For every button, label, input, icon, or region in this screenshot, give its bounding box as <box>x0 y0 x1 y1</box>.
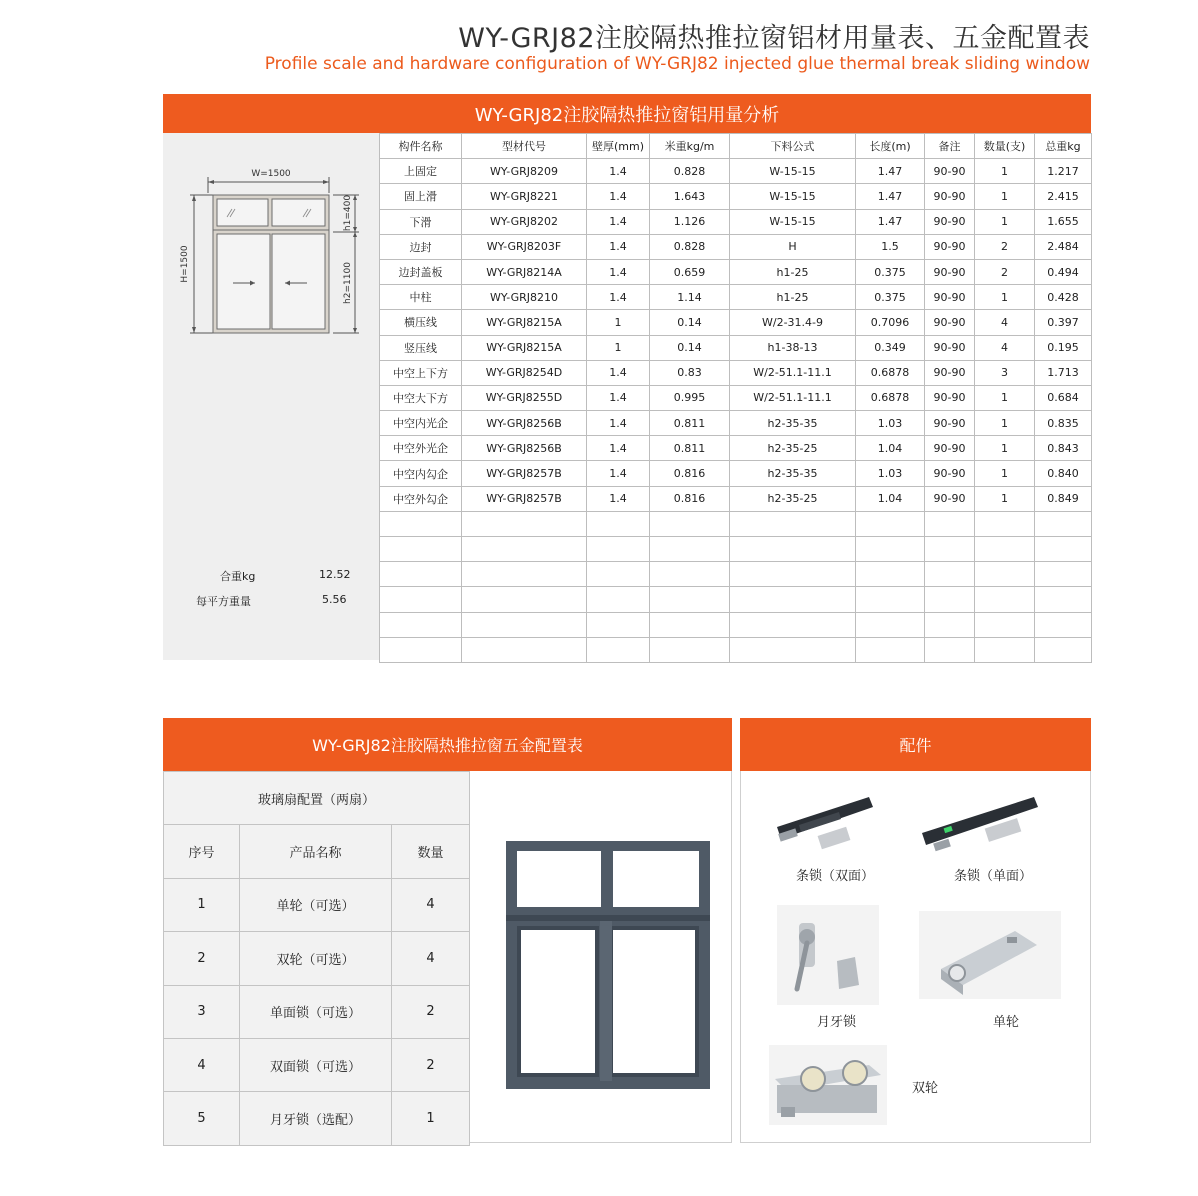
table-cell: WY-GRJ8256B <box>462 411 587 436</box>
table-cell: 0.684 <box>1035 385 1092 410</box>
table-cell <box>1035 612 1092 637</box>
table-cell <box>730 537 856 562</box>
table-cell: 4 <box>392 878 470 931</box>
table-cell <box>856 511 925 536</box>
table-cell: 中空外光企 <box>380 436 462 461</box>
table-row <box>380 612 1092 637</box>
table-cell: 双面锁（可选） <box>240 1038 392 1091</box>
table-cell <box>462 587 587 612</box>
table-cell: WY-GRJ8214A <box>462 259 587 284</box>
part-label-bar-lock-single: 条锁（单面） <box>954 869 1033 884</box>
table-cell <box>380 562 462 587</box>
width-label: W=1500 <box>251 169 291 179</box>
table-cell <box>925 511 975 536</box>
table-cell: 1.47 <box>856 159 925 184</box>
table-cell: 1.217 <box>1035 159 1092 184</box>
profile-diagram-area <box>163 133 380 660</box>
double-wheel-image <box>769 1045 887 1125</box>
table-cell <box>856 612 925 637</box>
table-cell: 90-90 <box>925 335 975 360</box>
table-row <box>380 511 1092 536</box>
table-cell: 0.828 <box>650 159 730 184</box>
table-cell: 0.83 <box>650 360 730 385</box>
table-cell: 0.659 <box>650 259 730 284</box>
table-cell <box>925 537 975 562</box>
weight-per-sqm-value: 5.56 <box>322 593 347 606</box>
table-row <box>380 637 1092 662</box>
table-row <box>164 1038 470 1091</box>
window-photo <box>506 841 710 1089</box>
table-cell: 边封盖板 <box>380 259 462 284</box>
table-cell: 0.494 <box>1035 259 1092 284</box>
total-weight-value: 12.52 <box>319 568 351 581</box>
table-cell: 90-90 <box>925 209 975 234</box>
table-cell: 中柱 <box>380 285 462 310</box>
table-cell <box>730 637 856 662</box>
table-cell: 1 <box>975 285 1035 310</box>
table-cell: 1.04 <box>856 436 925 461</box>
table-cell: 5 <box>164 1092 240 1145</box>
table-cell: 1.4 <box>587 234 650 259</box>
part-label-crescent-lock: 月牙锁 <box>817 1015 857 1030</box>
table-cell: 1 <box>975 411 1035 436</box>
page-title: WY-GRJ82注胶隔热推拉窗铝材用量表、五金配置表 <box>458 23 1090 54</box>
column-header: 序号 <box>164 825 240 878</box>
table-cell: 中空大下方 <box>380 385 462 410</box>
table-cell: WY-GRJ8256B <box>462 436 587 461</box>
table-cell: 0.375 <box>856 285 925 310</box>
column-header: 总重kg <box>1035 134 1092 159</box>
weight-per-sqm-label: 每平方重量 <box>196 595 251 608</box>
table-cell: 1 <box>587 310 650 335</box>
table-cell: 0.7096 <box>856 310 925 335</box>
bar-lock-double-image <box>769 787 879 857</box>
table-cell: 3 <box>164 985 240 1038</box>
table-cell <box>925 587 975 612</box>
table-cell: 4 <box>975 310 1035 335</box>
table-cell: 1.4 <box>587 159 650 184</box>
table-cell: 单轮（可选） <box>240 878 392 931</box>
table-cell: h2-35-35 <box>730 461 856 486</box>
table-cell: 4 <box>164 1038 240 1091</box>
h1-label: h1=400 <box>343 194 353 232</box>
bar-lock-single-image <box>916 787 1044 859</box>
column-header: 备注 <box>925 134 975 159</box>
table-cell: 1 <box>975 159 1035 184</box>
table-row <box>164 878 470 931</box>
table-cell: 90-90 <box>925 159 975 184</box>
part-label-single-wheel: 单轮 <box>993 1015 1020 1030</box>
table-cell: 1.4 <box>587 209 650 234</box>
column-header: 米重kg/m <box>650 134 730 159</box>
table-cell: 1.4 <box>587 486 650 511</box>
part-label-bar-lock-double: 条锁（双面） <box>796 869 875 884</box>
profile-usage-table <box>379 133 1092 663</box>
table-cell: WY-GRJ8215A <box>462 310 587 335</box>
hardware-config-table <box>163 771 470 1146</box>
table-cell: 1.4 <box>587 436 650 461</box>
total-weight-label: 合重kg <box>220 570 256 583</box>
table-cell: 1.4 <box>587 411 650 436</box>
table-cell: 0.849 <box>1035 486 1092 511</box>
table-cell <box>856 562 925 587</box>
table-cell: 0.349 <box>856 335 925 360</box>
table-cell <box>1035 511 1092 536</box>
table-cell: 0.811 <box>650 436 730 461</box>
table-cell: 0.816 <box>650 461 730 486</box>
table-cell <box>650 637 730 662</box>
table-cell: WY-GRJ8221 <box>462 184 587 209</box>
table-cell: 1.655 <box>1035 209 1092 234</box>
table-cell: 90-90 <box>925 461 975 486</box>
table-cell <box>380 511 462 536</box>
table-cell: 90-90 <box>925 234 975 259</box>
table-row <box>164 932 470 985</box>
table-cell <box>587 511 650 536</box>
table-cell <box>975 612 1035 637</box>
table-cell: 1.126 <box>650 209 730 234</box>
table-cell: 4 <box>392 932 470 985</box>
hardware-panel <box>163 718 732 1143</box>
table-cell: 1.713 <box>1035 360 1092 385</box>
table-cell <box>587 562 650 587</box>
table-cell: 1 <box>975 461 1035 486</box>
table-cell <box>462 612 587 637</box>
table-cell: 0.375 <box>856 259 925 284</box>
column-header: 构件名称 <box>380 134 462 159</box>
table-cell: 1 <box>392 1092 470 1145</box>
table-cell: 2 <box>164 932 240 985</box>
table-row <box>380 411 1092 436</box>
table-cell <box>856 637 925 662</box>
table-cell <box>462 562 587 587</box>
table-cell <box>462 637 587 662</box>
table-cell: 3 <box>975 360 1035 385</box>
table-cell: 1.4 <box>587 259 650 284</box>
hardware-header: WY-GRJ82注胶隔热推拉窗五金配置表 <box>163 718 732 771</box>
table-cell: 0.6878 <box>856 360 925 385</box>
table-cell: 0.14 <box>650 310 730 335</box>
table-cell <box>730 587 856 612</box>
table-row <box>164 1092 470 1145</box>
table-cell: 90-90 <box>925 285 975 310</box>
hardware-header-row <box>164 825 470 878</box>
table-row <box>380 436 1092 461</box>
table-cell: WY-GRJ8203F <box>462 234 587 259</box>
table-row <box>380 461 1092 486</box>
table-cell: 1 <box>975 436 1035 461</box>
table-cell: W/2-51.1-11.1 <box>730 360 856 385</box>
table-row <box>380 360 1092 385</box>
table-cell: WY-GRJ8255D <box>462 385 587 410</box>
table-cell: 90-90 <box>925 360 975 385</box>
table-cell: 月牙锁（选配） <box>240 1092 392 1145</box>
table-cell: 1.47 <box>856 209 925 234</box>
table-cell <box>380 587 462 612</box>
table-cell: WY-GRJ8209 <box>462 159 587 184</box>
table-cell <box>730 511 856 536</box>
column-header: 长度(m) <box>856 134 925 159</box>
table-cell <box>975 511 1035 536</box>
table-cell: h2-35-25 <box>730 436 856 461</box>
table-cell: WY-GRJ8257B <box>462 486 587 511</box>
single-wheel-image <box>919 911 1061 999</box>
table-cell: 90-90 <box>925 184 975 209</box>
table-cell: W/2-31.4-9 <box>730 310 856 335</box>
table-cell: 中空内光企 <box>380 411 462 436</box>
table-cell <box>856 587 925 612</box>
table-cell <box>975 562 1035 587</box>
table-row <box>164 985 470 1038</box>
table-row <box>380 259 1092 284</box>
table-cell: 4 <box>975 335 1035 360</box>
profile-header: WY-GRJ82注胶隔热推拉窗铝用量分析 <box>163 94 1091 133</box>
profile-panel <box>163 94 1091 660</box>
table-row <box>380 335 1092 360</box>
table-cell: 90-90 <box>925 310 975 335</box>
table-cell: 0.14 <box>650 335 730 360</box>
table-cell <box>925 612 975 637</box>
table-cell <box>1035 637 1092 662</box>
table-row <box>380 184 1092 209</box>
table-cell <box>925 562 975 587</box>
table-cell: 0.840 <box>1035 461 1092 486</box>
table-cell: 1.643 <box>650 184 730 209</box>
table-cell: 2 <box>392 985 470 1038</box>
table-cell: 固上滑 <box>380 184 462 209</box>
table-cell: 0.828 <box>650 234 730 259</box>
parts-header: 配件 <box>740 718 1091 771</box>
table-cell: 90-90 <box>925 486 975 511</box>
table-cell: 90-90 <box>925 411 975 436</box>
table-cell: h2-35-25 <box>730 486 856 511</box>
table-cell: 1 <box>975 184 1035 209</box>
table-cell: 1 <box>164 878 240 931</box>
table-cell: 横压线 <box>380 310 462 335</box>
table-cell: WY-GRJ8210 <box>462 285 587 310</box>
table-row <box>380 562 1092 587</box>
table-cell: 1.4 <box>587 184 650 209</box>
table-cell: 0.195 <box>1035 335 1092 360</box>
table-cell: 2 <box>392 1038 470 1091</box>
part-label-double-wheel: 双轮 <box>912 1081 939 1096</box>
parts-panel <box>740 718 1091 1143</box>
table-cell: 0.428 <box>1035 285 1092 310</box>
table-cell <box>650 511 730 536</box>
column-header: 型材代号 <box>462 134 587 159</box>
table-cell: 0.816 <box>650 486 730 511</box>
column-header: 数量 <box>392 825 470 878</box>
table-cell <box>587 612 650 637</box>
table-cell <box>587 637 650 662</box>
table-cell <box>1035 537 1092 562</box>
table-cell: 90-90 <box>925 259 975 284</box>
table-row <box>380 537 1092 562</box>
table-cell: W-15-15 <box>730 209 856 234</box>
table-cell: 单面锁（可选） <box>240 985 392 1038</box>
table-cell <box>380 537 462 562</box>
table-cell: 1 <box>975 486 1035 511</box>
table-row <box>380 486 1092 511</box>
table-row <box>380 159 1092 184</box>
table-cell: h1-25 <box>730 285 856 310</box>
table-cell: 90-90 <box>925 436 975 461</box>
config-title-row <box>164 772 470 825</box>
table-cell <box>380 637 462 662</box>
table-cell: 1.5 <box>856 234 925 259</box>
table-cell <box>650 537 730 562</box>
table-cell <box>650 587 730 612</box>
table-cell: 2 <box>975 259 1035 284</box>
table-row <box>380 587 1092 612</box>
table-cell: 90-90 <box>925 385 975 410</box>
table-cell: h1-38-13 <box>730 335 856 360</box>
table-cell: 1.03 <box>856 461 925 486</box>
table-cell <box>650 612 730 637</box>
table-cell: 1.4 <box>587 285 650 310</box>
table-row <box>380 310 1092 335</box>
table-cell: 2 <box>975 234 1035 259</box>
table-cell <box>1035 562 1092 587</box>
h2-label: h2=1100 <box>343 262 353 304</box>
table-cell: 0.6878 <box>856 385 925 410</box>
table-cell: 1.4 <box>587 385 650 410</box>
table-cell <box>587 537 650 562</box>
table-cell: h1-25 <box>730 259 856 284</box>
table-cell: 中空外勾企 <box>380 486 462 511</box>
table-cell: 1 <box>975 209 1035 234</box>
table-cell: 中空上下方 <box>380 360 462 385</box>
table-header-row <box>380 134 1092 159</box>
table-cell: H <box>730 234 856 259</box>
table-cell <box>587 587 650 612</box>
table-cell <box>975 587 1035 612</box>
table-cell: 0.843 <box>1035 436 1092 461</box>
table-cell <box>1035 587 1092 612</box>
crescent-lock-image <box>777 905 879 1005</box>
table-cell: 边封 <box>380 234 462 259</box>
table-cell: 2.415 <box>1035 184 1092 209</box>
table-cell: W-15-15 <box>730 159 856 184</box>
table-cell: 0.995 <box>650 385 730 410</box>
table-cell: WY-GRJ8257B <box>462 461 587 486</box>
table-cell: 0.397 <box>1035 310 1092 335</box>
height-label: H=1500 <box>180 245 190 283</box>
table-cell <box>730 612 856 637</box>
table-cell <box>975 537 1035 562</box>
table-cell <box>975 637 1035 662</box>
config-title: 玻璃扇配置（两扇） <box>164 772 470 825</box>
table-cell: 0.835 <box>1035 411 1092 436</box>
table-cell: 中空内勾企 <box>380 461 462 486</box>
table-cell: 1.47 <box>856 184 925 209</box>
table-cell: W-15-15 <box>730 184 856 209</box>
table-cell: h2-35-35 <box>730 411 856 436</box>
table-cell <box>462 537 587 562</box>
column-header: 下料公式 <box>730 134 856 159</box>
table-cell <box>462 511 587 536</box>
table-cell <box>730 562 856 587</box>
column-header: 壁厚(mm) <box>587 134 650 159</box>
column-header: 数量(支) <box>975 134 1035 159</box>
table-cell <box>856 537 925 562</box>
table-cell: 1 <box>587 335 650 360</box>
table-row <box>380 285 1092 310</box>
page-subtitle: Profile scale and hardware configuration of WY-GRJ82 injected glue thermal break sliding window <box>264 54 1090 74</box>
table-cell: WY-GRJ8202 <box>462 209 587 234</box>
table-cell: 1.04 <box>856 486 925 511</box>
table-cell: WY-GRJ8254D <box>462 360 587 385</box>
table-cell <box>925 637 975 662</box>
table-cell: W/2-51.1-11.1 <box>730 385 856 410</box>
table-cell: 1.14 <box>650 285 730 310</box>
table-cell: 1 <box>975 385 1035 410</box>
table-row <box>380 209 1092 234</box>
column-header: 产品名称 <box>240 825 392 878</box>
table-cell: 2.484 <box>1035 234 1092 259</box>
table-cell: 0.811 <box>650 411 730 436</box>
table-cell <box>650 562 730 587</box>
table-row <box>380 385 1092 410</box>
table-cell: 竖压线 <box>380 335 462 360</box>
table-cell: 1.03 <box>856 411 925 436</box>
table-row <box>380 234 1092 259</box>
table-cell: 1.4 <box>587 461 650 486</box>
table-cell: 上固定 <box>380 159 462 184</box>
table-cell: 1.4 <box>587 360 650 385</box>
table-cell: 下滑 <box>380 209 462 234</box>
table-cell: 双轮（可选） <box>240 932 392 985</box>
table-cell <box>380 612 462 637</box>
table-cell: WY-GRJ8215A <box>462 335 587 360</box>
